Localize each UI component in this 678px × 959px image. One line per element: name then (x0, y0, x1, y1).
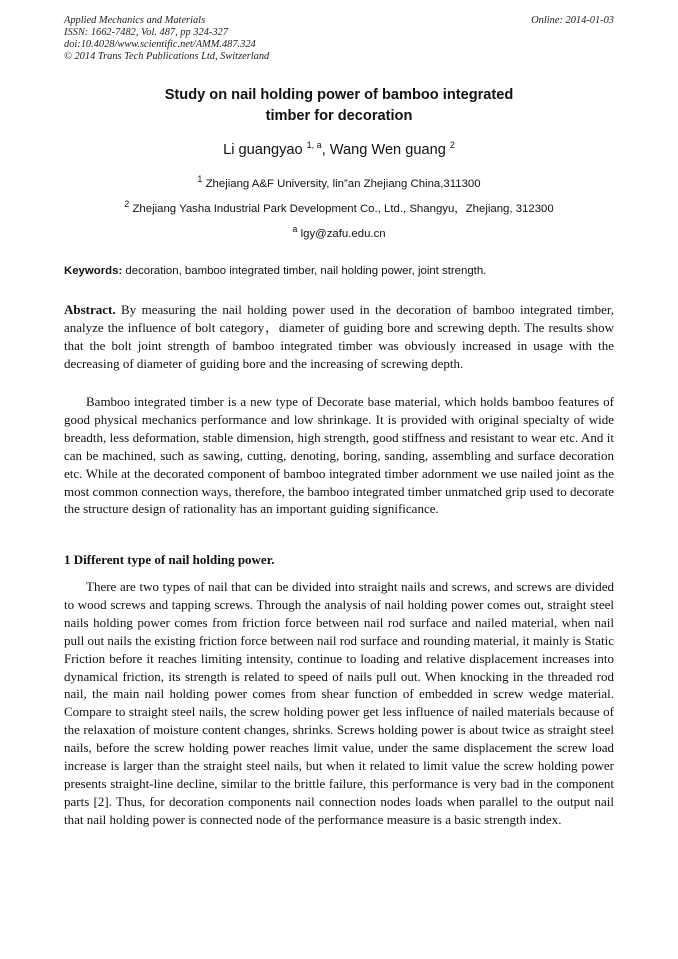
keywords (64, 264, 624, 279)
author-2: Wang Wen guang (329, 142, 446, 158)
title-line-2: timber for decoration (265, 108, 413, 124)
paper-title (64, 85, 614, 127)
affiliation-2 (64, 199, 614, 216)
online-date: Online: 2014-01-03 (531, 15, 614, 26)
affiliation-1 (64, 174, 614, 191)
abstract-text: By measuring the nail holding power used in the decoration of bamboo integrated timber, analyze the influence of bolt category，diameter of guiding bore and screwing depth. The results show that the bolt joint strength of bamboo integrated timber was obviously increased in usage with the decreasing of diameter of guiding bore and the increasing of screwing depth. (64, 302, 614, 371)
abstract-label: Abstract. (64, 302, 116, 317)
intro-paragraph: Bamboo integrated timber is a new type of Decorate base material, which holds bamboo features of good physical mechanics performance and low shrinkage. It is provided with original specialty of wide breadth, less deformation, stable dimension, high strength, good stiffness and resistant to wear etc. And it can be machined, such as sawing, cutting, denoting, boring, sanding, assembling and surface decoration etc. While at the decorated component of bamboo integrated timber adornment we use nailed joint as the most common connection ways, therefore, the bamboo integrated timber unmatched grip used to decorate the structure design of rationality has an important guiding significance. (64, 394, 614, 517)
journal-header (64, 15, 464, 63)
email-link[interactable]: lgy@zafu.edu.cn (300, 228, 386, 240)
issn-line: ISSN: 1662-7482, Vol. 487, pp 324-327 (64, 27, 228, 38)
affiliation-2-sup: 2 (124, 199, 130, 210)
email-sup: a (292, 224, 298, 235)
affiliation-1-text: Zhejiang A&F University, lin”an Zhejiang China,311300 (205, 178, 481, 190)
author-1: Li guangyao (223, 142, 303, 158)
author-separator: , (321, 142, 330, 158)
section-1-paragraph: There are two types of nail that can be divided into straight nails and screws, and screws are divided to wood screws and tapping screws. Through the analysis of nail holding power comes out, straight steel nails holding power comes from friction force between nail rod surface and nailed material, when nail pull out nails the existing friction force between nail rod surface and rounding material, it mainly is Static Friction before it reaches limiting intensity, continue to loading and relative displacement increases into dynamical friction, its strength is related to speed of nails pull out. When knocking in the threaded rod nail, the main nail holding power comes from shear function of embedded in screw wedge material. Compare to straight steel nails, the screw holding power get less influence of nailed materials because of the relaxation of moisture content changes, shrinks. Screws holding power is about twice as straight steel nails, before the screw holding power reaches limit value, under the same displacement the screw load increase is larger than the straight steel nails, but when it related to limit value the screw holding power presents straight-line decline, similar to the brittle failure, this performance is very bad in the component parts [2]. Thus, for decoration components nail connection nodes loads when parallel to the output nail that nail holding power is connected node of the performance measure is a basic strength index. (64, 579, 614, 827)
abstract (64, 301, 614, 373)
journal-name: Applied Mechanics and Materials (64, 15, 206, 26)
affiliation-1-sup: 1 (197, 174, 203, 185)
keywords-text: decoration, bamboo integrated timber, nail holding power, joint strength. (125, 265, 487, 277)
affiliation-2-text: Zhejiang Yasha Industrial Park Development Co., Ltd., Shangyu，Zhejiang, 312300 (132, 203, 554, 215)
title-line-1: Study on nail holding power of bamboo integrated (164, 87, 514, 103)
author-2-sup: 2 (449, 140, 455, 151)
author-1-sup: 1, a (306, 140, 322, 151)
keywords-label: Keywords: (64, 265, 123, 277)
section-1-heading: 1 Different type of nail holding power. (64, 552, 275, 567)
copyright-line: © 2014 Trans Tech Publications Ltd, Switzerland (64, 51, 270, 62)
author-list (64, 139, 614, 161)
doi-line: doi:10.4028/www.scientific.net/AMM.487.324 (64, 39, 256, 50)
author-email (64, 224, 614, 241)
